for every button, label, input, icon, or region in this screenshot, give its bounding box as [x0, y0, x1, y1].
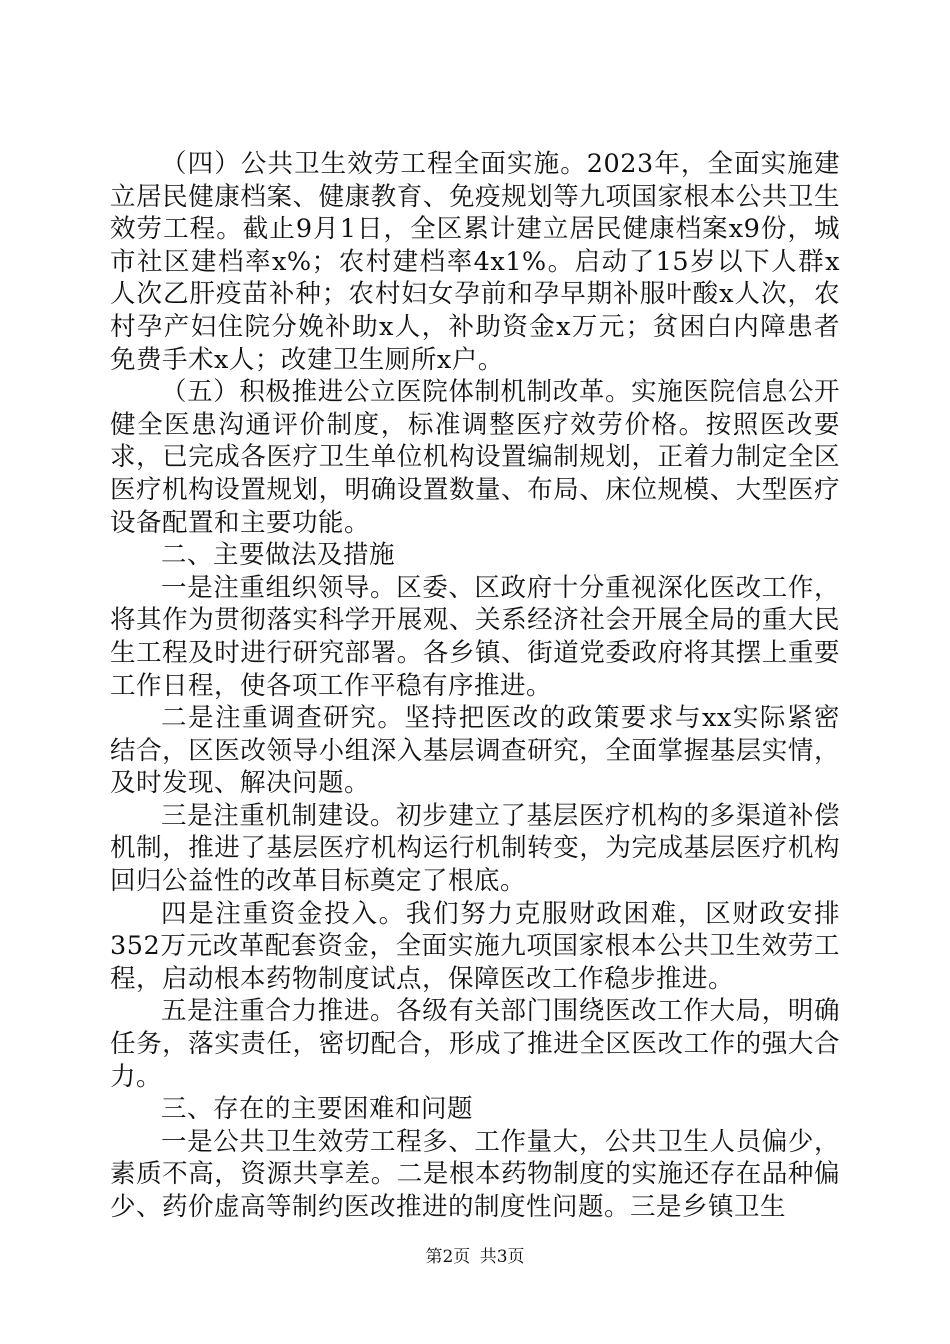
page-footer	[0, 1246, 950, 1268]
page-total: 共3页	[479, 1247, 525, 1267]
paragraph-measure-3: 三是注重机制建设。初步建立了基层医疗机构的多渠道补偿机制，推进了基层医疗机构运行机制转变，为完成基层医疗机构回归公益性的改革目标奠定了根底。	[110, 800, 840, 897]
paragraph-measure-2: 二是注重调查研究。坚持把医改的政策要求与xx实际紧密结合，区医改领导小组深入基层调查研究，全面掌握基层实情，及时发现、解决问题。	[110, 703, 840, 799]
paragraph-hospital-reform: （五）积极推进公立医院体制机制改革。实施医院信息公开健全医患沟通评价制度，标准调整医疗效劳价格。按照医改要求，已完成各医疗卫生单位机构设置编制规划，正着力制定全区医疗机构设置规划，明确设置数量、布局、床位规模、大型医疗设备配置和主要功能。	[110, 377, 840, 538]
paragraph-measure-5: 五是注重合力推进。各级有关部门围绕医改工作大局，明确任务，落实责任，密切配合，形成了推进全区医改工作的强大合力。	[110, 996, 840, 1092]
document-body	[110, 148, 840, 1224]
paragraph-measure-1: 一是注重组织领导。区委、区政府十分重视深化医改工作，将其作为贯彻落实科学开展观、关系经济社会开展全局的重大民生工程及时进行研究部署。各乡镇、街道党委政府将其摆上重要工作日程，使各项工作平稳有序推进。	[110, 572, 840, 701]
paragraph-measure-4: 四是注重资金投入。我们努力克服财政困难，区财政安排352万元改革配套资金，全面实施九项国家根本公共卫生效劳工程，启动根本药物制度试点，保障医改工作稳步推进。	[110, 898, 840, 994]
section-heading-problems: 三、存在的主要困难和问题	[161, 1094, 474, 1125]
paragraph-problems: 一是公共卫生效劳工程多、工作量大，公共卫生人员偏少，素质不高，资源共享差。二是根本药物制度的实施还存在品种偏少、药价虚高等制约医改推进的制度性问题。三是乡镇卫生	[110, 1126, 840, 1222]
page-number: 第2页	[425, 1247, 471, 1267]
section-heading-measures: 二、主要做法及措施	[161, 540, 396, 571]
paragraph-public-health: （四）公共卫生效劳工程全面实施。2023年，全面实施建立居民健康档案、健康教育、免疫规划等九项国家根本公共卫生效劳工程。截止9月1日，全区累计建立居民健康档案x9份，城市社区建档率x%；农村建档率4x1%。启动了15岁以下人群x人次乙肝疫苗补种；农村妇女孕前和孕早期补服叶酸x人次，农村孕产妇住院分娩补助x人，补助资金x万元；贫困白内障患者免费手术x人；改建卫生厕所x户。	[110, 149, 840, 375]
